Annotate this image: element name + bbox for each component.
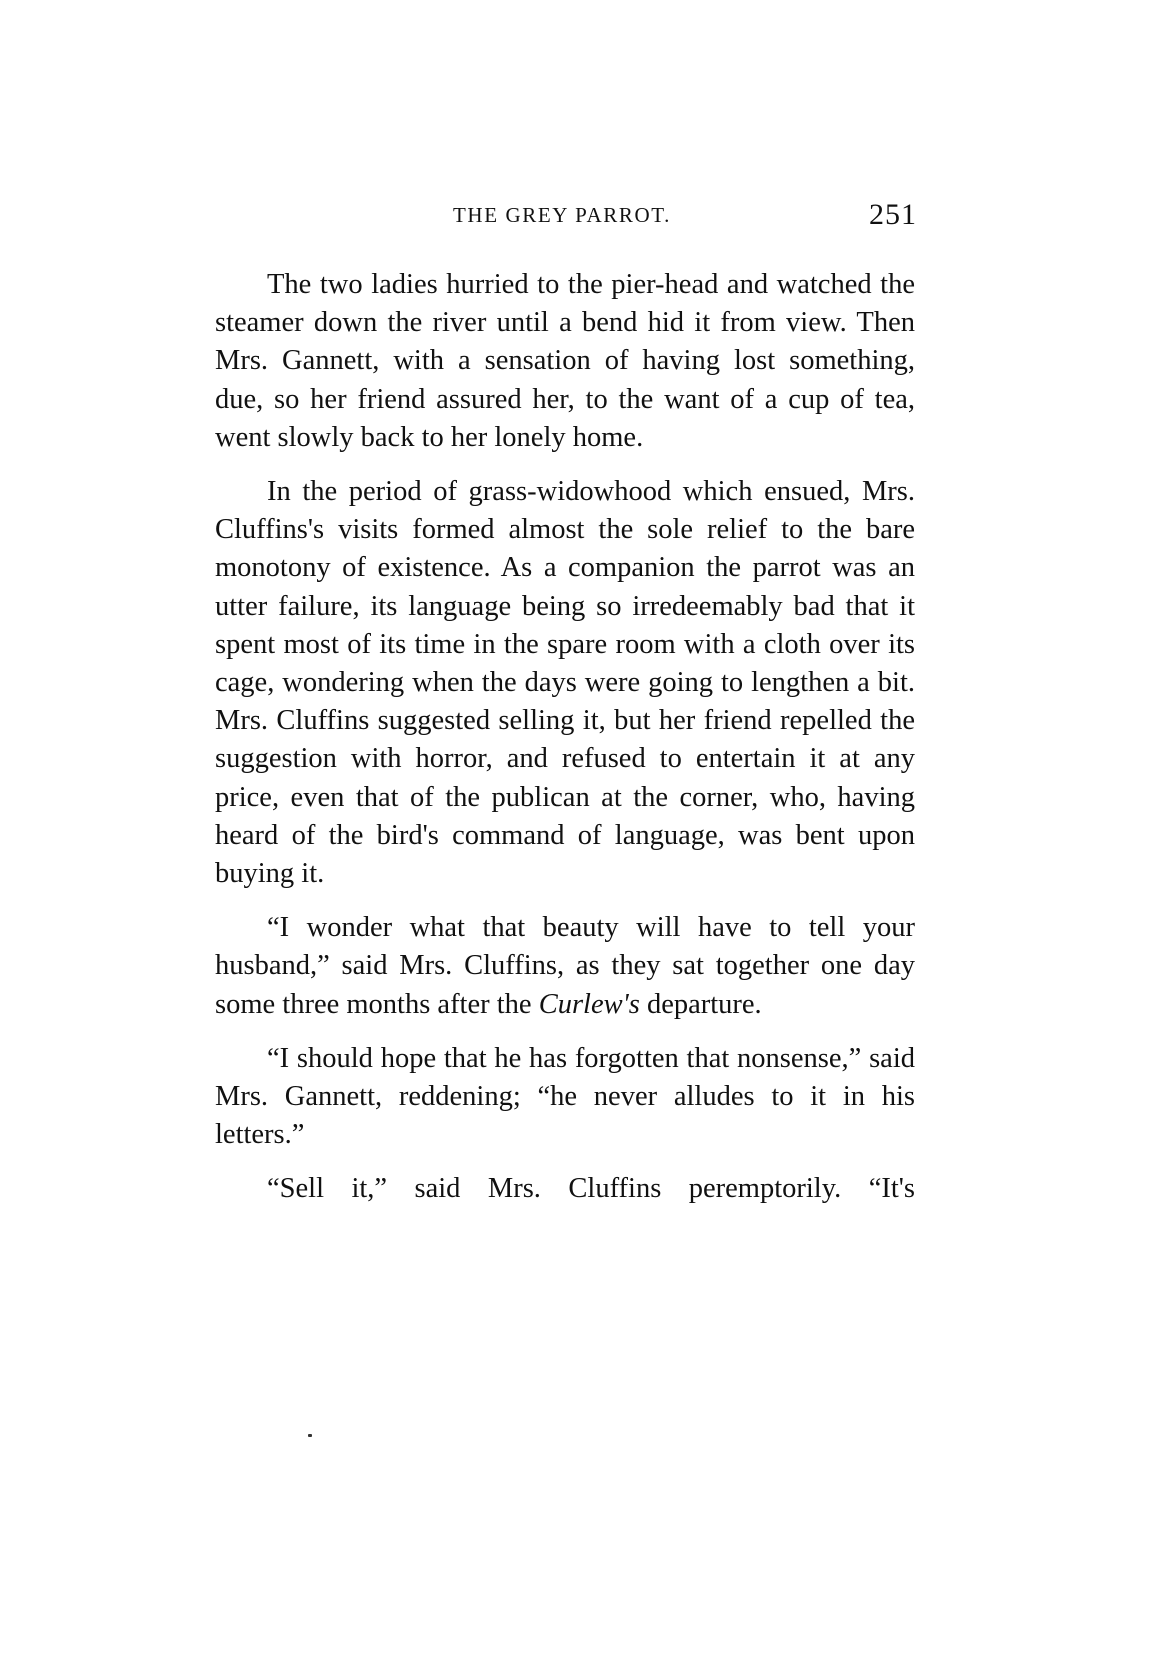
print-speck — [308, 1434, 312, 1437]
page-number: 251 — [869, 198, 917, 231]
paragraph-2: In the period of grass-widowhood which ensued, Mrs. Cluffins's visits formed almost the sole relief to the bare monotony of existence. As a companion the parrot was an utter failure, its language being so irredeemably bad that it spent most of its time in the spare room with a cloth over its cage, wondering when the days were going to lengthen a bit. Mrs. Cluffins suggested selling it, but her friend repelled the suggestion with horror, and refused to entertain it at any price, even that of the publican at the corner, who, having heard of the bird's command of language, was bent upon buying it. — [215, 476, 915, 890]
paragraph-3 — [215, 909, 915, 1024]
running-title: THE GREY PARROT. — [453, 203, 671, 227]
paragraph-3-text-end: departure. — [639, 988, 762, 1020]
running-header — [215, 198, 925, 232]
paragraph-4: “I should hope that he has forgotten that nonsense,” said Mrs. Gannett, reddening; “he never alludes to it in his letters.” — [215, 1042, 915, 1151]
paragraph-3-text-start: “I wonder what that beauty will have to tell your husband,” said Mrs. Cluffins, as they sat together one day some three months after the — [215, 912, 915, 1020]
paragraph-1: The two ladies hurried to the pier-head and watched the steamer down the river until a bend hid it from view. Then Mrs. Gannett, with a sensation of having lost something, due, so her friend assured her, to the want of a cup of tea, went slowly back to her lonely home. — [215, 269, 915, 453]
body-text — [215, 266, 915, 1209]
ship-name-italic: Curlew's — [538, 988, 640, 1020]
paragraph-5: “Sell it,” said Mrs. Cluffins peremptorily. “It's — [267, 1173, 915, 1205]
